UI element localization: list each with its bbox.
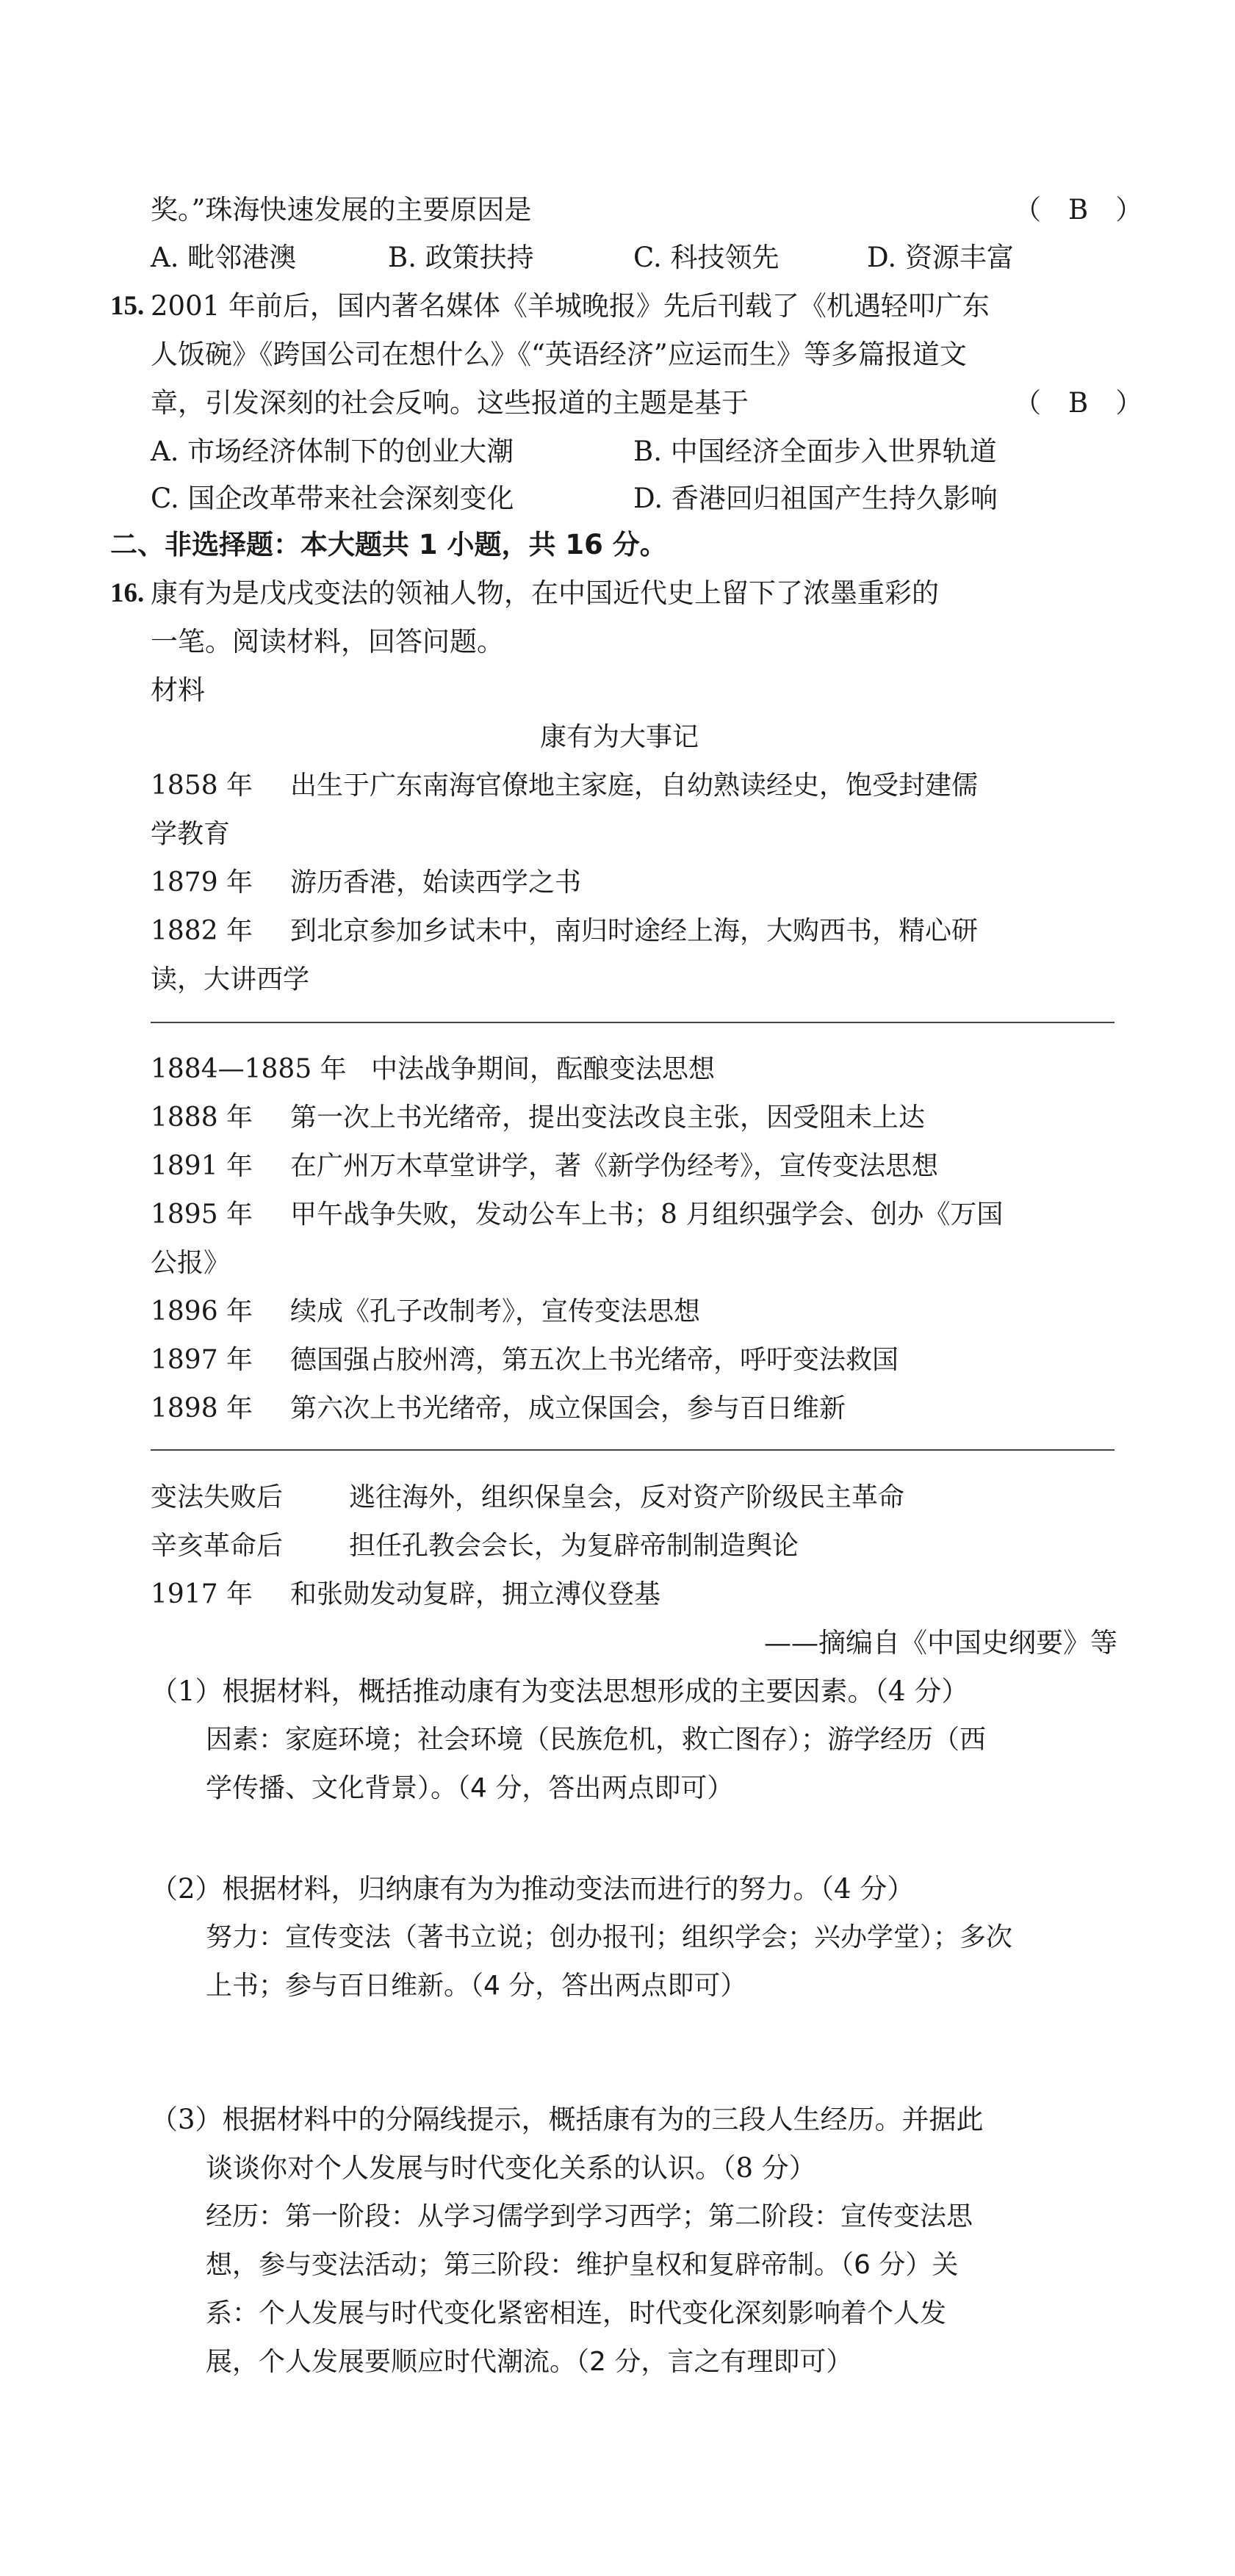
material-label: 材料 (151, 674, 205, 706)
event-text: 游历香港，始读西学之书 (290, 867, 582, 898)
event-text: 甲午战争失败，发动公车上书；8 月组织强学会、创办《万国 (290, 1199, 1004, 1230)
q14-option-a: A. 毗邻港澳 (151, 242, 297, 273)
event-row (151, 1197, 1003, 1233)
event-year: 1884—1885 年 (151, 1054, 347, 1084)
q15-option-a: A. 市场经济体制下的创业大潮 (151, 436, 514, 467)
q15-option-b: B. 中国经济全面步入世界轨道 (633, 436, 997, 467)
event-row (151, 1529, 799, 1564)
q14-answer: （ B ） (1014, 194, 1143, 226)
sub2-answer-line-2: 上书；参与百日维新。（4 分，答出两点即可） (206, 1971, 747, 2001)
sub3-answer-line-4: 展，个人发展要顺应时代潮流。（2 分，言之有理即可） (206, 2347, 853, 2377)
q15-number: 15. (110, 291, 145, 321)
event-text: 担任孔教会会长，为复辟帝制制造舆论 (349, 1531, 799, 1561)
q14-option-c: C. 科技领先 (633, 242, 779, 273)
event-row (151, 768, 978, 804)
q15-option-d: D. 香港回归祖国产生持久影响 (633, 483, 998, 514)
material-title: 康有为大事记 (540, 722, 699, 752)
event-year: 1896 年 (151, 1296, 253, 1327)
sub1-question: （1）根据材料，概括推动康有为变法思想形成的主要因素。（4 分） (151, 1675, 969, 1707)
sub3-answer-line-2: 想，参与变法活动；第三阶段：维护皇权和复辟帝制。（6 分）关 (206, 2250, 959, 2280)
section-heading: 二、非选择题：本大题共 1 小题，共 16 分。 (110, 529, 667, 560)
sub3-question-line-1: （3）根据材料中的分隔线提示，概括康有为的三段人生经历。并据此 (151, 2104, 984, 2135)
event-year: 1917 年 (151, 1579, 253, 1609)
q16-stem-line-2: 一笔。阅读材料，回答问题。 (151, 626, 504, 657)
event-text: 逃往海外，组织保皇会，反对资产阶级民主革命 (349, 1482, 905, 1512)
event-year: 1895 年 (151, 1199, 253, 1230)
event-row (151, 1052, 715, 1087)
event-year: 1858 年 (151, 771, 253, 801)
event-text: 续成《孔子改制考》，宣传变法思想 (290, 1296, 701, 1327)
event-continuation: 读，大讲西学 (151, 964, 310, 995)
event-year: 1882 年 (151, 916, 253, 946)
sub1-answer-line-1: 因素：家庭环境；社会环境（民族危机，救亡图存）；游学经历（西 (206, 1725, 987, 1755)
sub2-answer-line-1: 努力：宣传变法（著书立说；创办报刊；组织学会；兴办学堂）；多次 (206, 1922, 1013, 1952)
divider-line-1 (151, 1022, 1115, 1023)
sub3-question-line-2: 谈谈你对个人发展与时代变化关系的认识。（8 分） (206, 2152, 816, 2184)
divider-line-2 (151, 1449, 1115, 1451)
event-year: 1891 年 (151, 1151, 253, 1181)
event-row (151, 865, 581, 901)
event-row (151, 1294, 700, 1330)
event-year: 1888 年 (151, 1103, 253, 1133)
event-year: 1879 年 (151, 867, 253, 898)
event-text: 出生于广东南海官僚地主家庭，自幼熟读经史，饱受封建儒 (290, 771, 979, 801)
q14-option-d: D. 资源丰富 (867, 242, 1014, 273)
q14-stem-end: 奖。”珠海快速发展的主要原因是 (151, 194, 532, 226)
q14-option-b: B. 政策扶持 (388, 242, 534, 273)
event-year: 辛亥革命后 (151, 1531, 284, 1561)
event-text: 在广州万木草堂讲学，著《新学伪经考》，宣传变法思想 (290, 1151, 939, 1181)
event-row (151, 1100, 925, 1136)
event-text: 和张勋发动复辟，拥立溥仪登基 (290, 1579, 661, 1609)
event-text: 德国强占胶州湾，第五次上书光绪帝，呼吁变法救国 (290, 1345, 899, 1375)
event-year: 变法失败后 (151, 1482, 284, 1512)
sub2-question: （2）根据材料，归纳康有为为推动变法而进行的努力。（4 分） (151, 1873, 915, 1905)
event-row (151, 1391, 846, 1426)
event-year: 1897 年 (151, 1345, 253, 1375)
q15-answer: （ B ） (1014, 387, 1143, 419)
event-row (151, 1480, 904, 1515)
q15-option-c: C. 国企改革带来社会深刻变化 (151, 483, 514, 514)
q15-stem-line-3: 章，引发深刻的社会反响。这些报道的主题是基于 (151, 387, 749, 419)
event-text: 中法战争期间，酝酿变法思想 (371, 1054, 716, 1084)
event-row (151, 1343, 899, 1378)
q15-stem-line-1: 2001 年前后，国内著名媒体《羊城晚报》先后刊载了《机遇轻叩广东 (151, 290, 990, 322)
event-row (151, 1577, 660, 1612)
material-source: ——摘编自《中国史纲要》等 (764, 1627, 1117, 1659)
event-row (151, 1149, 938, 1184)
q15-stem-line-2: 人饭碗》《跨国公司在想什么》《“英语经济”应运而生》等多篇报道文 (151, 339, 967, 370)
event-row (151, 914, 978, 949)
event-text: 第一次上书光绪帝，提出变法改良主张，因受阻未上达 (290, 1103, 926, 1133)
event-continuation: 学教育 (151, 819, 231, 849)
sub3-answer-line-1: 经历：第一阶段：从学习儒学到学习西学；第二阶段：宣传变法思 (206, 2201, 973, 2232)
event-year: 1898 年 (151, 1393, 253, 1424)
sub3-answer-line-3: 系：个人发展与时代变化紧密相连，时代变化深刻影响着个人发 (206, 2298, 947, 2328)
event-text: 到北京参加乡试未中，南归时途经上海，大购西书，精心研 (290, 916, 979, 946)
q16-number: 16. (110, 578, 145, 608)
event-text: 第六次上书光绪帝，成立保国会，参与百日维新 (290, 1393, 846, 1424)
sub1-answer-line-2: 学传播、文化背景）。（4 分，答出两点即可） (206, 1773, 734, 1803)
q16-stem-line-1: 康有为是戊戌变法的领袖人物，在中国近代史上留下了浓墨重彩的 (151, 577, 939, 609)
event-continuation: 公报》 (151, 1248, 231, 1278)
